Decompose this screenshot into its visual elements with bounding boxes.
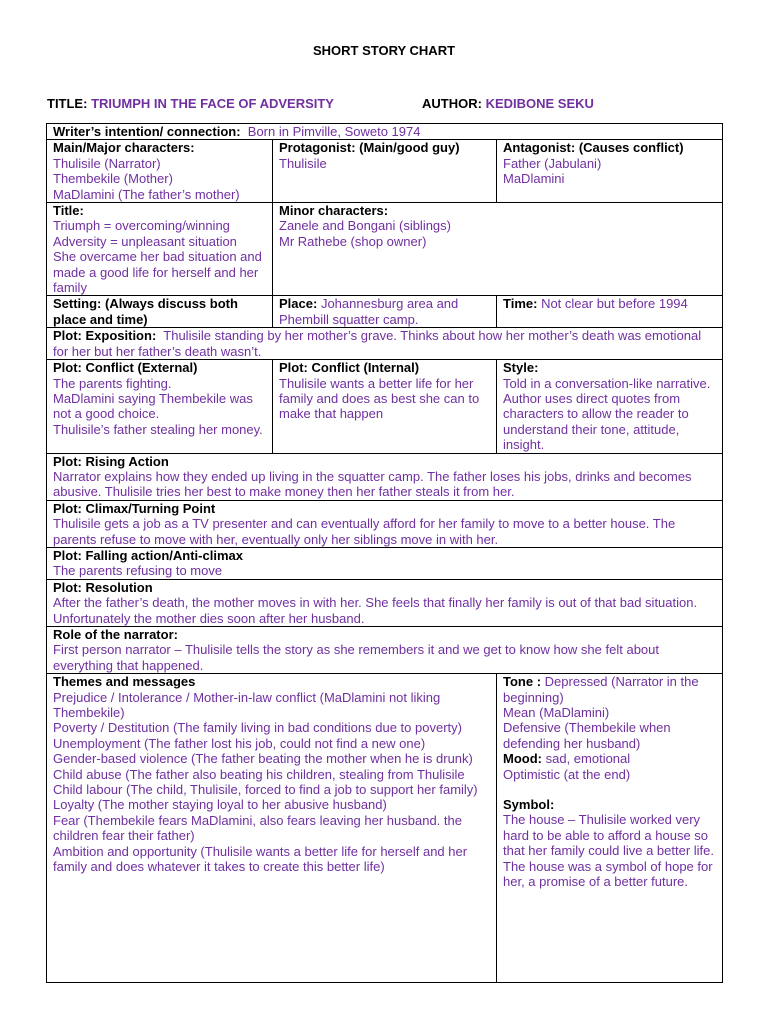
cell-place: Place: Johannesburg area and Phembill squatter camp. [273, 296, 497, 328]
row-characters [47, 140, 723, 203]
cell-themes: Themes and messages Prejudice / Intolerance / Mother-in-law conflict (MaDlamini not liking Thembekile) Poverty / Destitution (The family living in bad conditions due to poverty) Unemployment (The father lost his job, could not find a new one) Gender-based violence (The father beating the mother when he is drunk) Child abuse (The father also beating his children, stealing from Thulisile Child labour (The child, Thulisile, forced to find a job to support her family) Loyalty (The mother staying loyal to her abusive husband) Fear (Thembekile fears MaDlamini, also fears leaving her husband. the children fear their father) Ambition and opportunity (Thulisile wants a better life for herself and her family and does whatever it takes to create this better life) [47, 674, 497, 983]
row-exposition [47, 328, 723, 360]
cell-intention: Writer’s intention/ connection: Born in Pimville, Soweto 1974 [47, 124, 723, 140]
cell-conflict-internal: Plot: Conflict (Internal) Thulisile wants a better life for her family and does as best she can to make that happen [273, 360, 497, 453]
cell-resolution: Plot: Resolution After the father’s death, the mother moves in with her. She feels that finally her family is out of that bad situation. Unfortunately the mother dies soon after her husband. [47, 579, 723, 626]
row-title-minor [47, 203, 723, 296]
cell-time: Time: Not clear but before 1994 [497, 296, 723, 328]
story-author: AUTHOR: KEDIBONE SEKU [422, 96, 594, 111]
cell-protagonist: Protagonist: (Main/good guy) Thulisile [273, 140, 497, 203]
row-themes-tone [47, 674, 723, 983]
cell-falling-action: Plot: Falling action/Anti-climax The parents refusing to move [47, 547, 723, 579]
row-rising-action [47, 453, 723, 500]
cell-antagonist: Antagonist: (Causes conflict) Father (Jabulani) MaDlamini [497, 140, 723, 203]
cell-style: Style: Told in a conversation-like narrative. Author uses direct quotes from characters to allow the reader to understand their tone, attitude, insight. [497, 360, 723, 453]
cell-title-meaning: Title: Triumph = overcoming/winning Adversity = unpleasant situation She overcame her bad situation and made a good life for herself and her family [47, 203, 273, 296]
cell-setting: Setting: (Always discuss both place and time) [47, 296, 273, 328]
cell-main-characters: Main/Major characters: Thulisile (Narrator) Thembekile (Mother) MaDlamini (The father’s mother) [47, 140, 273, 203]
cell-exposition: Plot: Exposition: Thulisile standing by her mother’s grave. Thinks about how her mother’s death was emotional for her but her father’s death wasn’t. [47, 328, 723, 360]
cell-rising-action: Plot: Rising Action Narrator explains how they ended up living in the squatter camp. The father loses his jobs, drinks and becomes abusive. Thulisile tries her best to make money then her father steals it from her. [47, 453, 723, 500]
story-chart-table [46, 123, 723, 983]
story-title: TITLE: TRIUMPH IN THE FACE OF ADVERSITY [47, 96, 334, 111]
row-intention [47, 124, 723, 140]
row-setting [47, 296, 723, 328]
cell-climax: Plot: Climax/Turning Point Thulisile gets a job as a TV presenter and can eventually afford for her family to move to a better house. The parents refuse to move with her, eventually only her siblings move in with her. [47, 500, 723, 547]
cell-conflict-external: Plot: Conflict (External) The parents fighting. MaDlamini saying Thembekile was not a good choice. Thulisile’s father stealing her money. [47, 360, 273, 453]
row-climax [47, 500, 723, 547]
cell-tone-mood-symbol: Tone : Depressed (Narrator in the beginning) Mean (MaDlamini) Defensive (Thembekile when defending her husband) Mood: sad, emotional Optimistic (at the end) Symbol: The house – Thulisile worked very hard to be able to afford a house so that her family could live a better life. The house was a symbol of hope for her, a promise of a better future. [497, 674, 723, 983]
row-conflict-style [47, 360, 723, 453]
cell-narrator-role: Role of the narrator: First person narrator – Thulisile tells the story as she remembers it and we get to know how she felt about everything that happened. [47, 627, 723, 674]
row-resolution [47, 579, 723, 626]
row-falling-action [47, 547, 723, 579]
row-narrator-role [47, 627, 723, 674]
title-author-line [47, 96, 727, 111]
cell-minor-characters: Minor characters: Zanele and Bongani (siblings) Mr Rathebe (shop owner) [273, 203, 723, 296]
document-title: SHORT STORY CHART [312, 43, 456, 58]
